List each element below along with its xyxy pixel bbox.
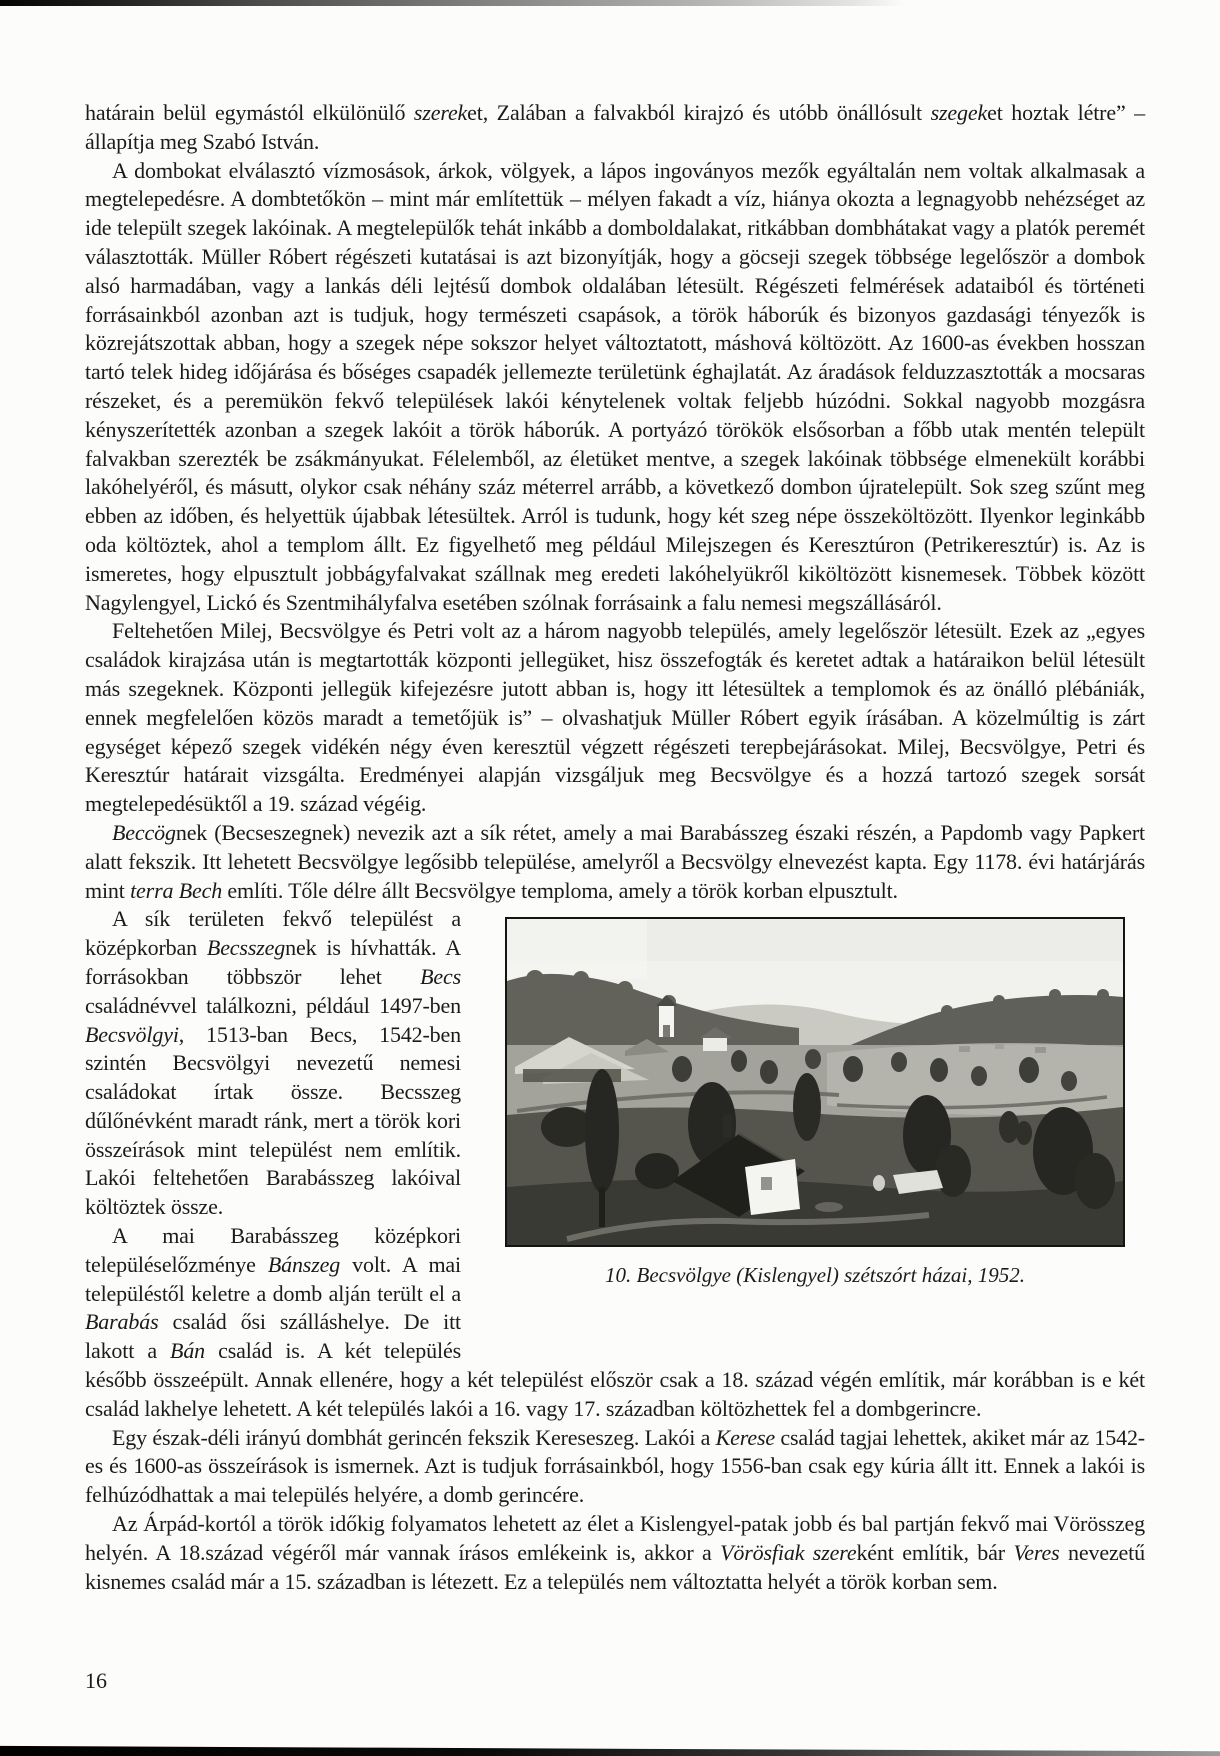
text-run: A mai Barabásszeg középkori településelőzménye — [85, 1223, 461, 1277]
photo-figure — [505, 917, 1125, 1287]
text-run: volt. A mai településtől keletre a domb alján terült el a — [85, 1251, 461, 1306]
italic-text: Vörösfiak szere — [720, 1539, 857, 1565]
text-run: Feltehetően Milej, Becsvölgye és Petri volt az a három nagyobb település, amely legelőször létesült. Ezek az „egyes családok kirajzása után is megtartották központi jellegüket, hisz összefogták és keretet adtak a határaikon belül létesült más szegeknek. Központi jellegük kifejezésre jutott abban is, hogy itt létesültek a templomok és az önálló plébániák, ennek megfelelően közös maradt a temetőjük is” – olvashatjuk Müller Róbert egyik írásában. A közelmúltig is zárt egységet képező szegek vidékén négy éven keresztül végzett régészeti terepbejárásokat. Milej, Becsvölgye, Petri és Keresztúr határait vizsgálta. Eredményei alapján vizsgáljuk meg Becsvölgye és a hozzá tartozó szegek sorsát megtelepedésüktől a 19. század végéig. — [85, 618, 1145, 817]
paragraph — [85, 617, 1145, 819]
italic-text: Becs — [420, 963, 461, 989]
paragraph — [85, 157, 1145, 618]
text-run: nevezetű kisnemes család már a 15. században is létezett. Ez a település nem változtatta helyét a török korban sem. — [85, 1539, 1145, 1594]
text-run: határain belül egymástól elkülönülő — [85, 100, 414, 125]
text-run: családnévvel találkozni, például 1497-ben — [85, 992, 461, 1018]
body-text — [85, 99, 1145, 1596]
text-run: A dombokat elválasztó vízmosások, árkok, völgyek, a lápos ingoványos mezők egyáltalán nem voltak alkalmasak a megtelepedésre. A dombtetőkön – mint már említettük – mélyen fakadt a víz, hiánya okozta a legnagyobb nehézséget az ide települt szegek lakóinak. A megtelepülők tehát inkább a domboldalakat, ritkábban dombhátakat vagy a platók peremét választották. Müller Róbert régészeti kutatásai is azt bizonyítják, hogy a göcseji szegek többsége legelőször a dombok alsó harmadában, vagy a lankás déli lejtésű dombok oldalában létesült. Régészeti felmérések adataiból és történeti forrásainkból azonban azt is tudjuk, hogy természeti csapások, a török háborúk és bizonyos gazdasági tényezők is közrejátszottak abban, hogy a szegek népe sokszor helyet változtatott, máshová költözött. Az 1600-as években hosszan tartó telek hideg időjárása és bőséges csapadék jellemezte területünk éghajlatát. Az áradások felduzzasztották a mocsaras részeket, és a peremükön fekvő települések lakói kénytelenek voltak feljebb húzódni. Sokkal nagyobb mozgásra kényszerítették azonban a szegek lakóit a török háborúk. A portyázó törökök elsősorban a főbb utak mentén települt falvakban szerezték be zsákmányukat. Félelemből, az életüket mentve, a szegek lakóinak többsége elmenekült korábbi lakóhelyéről, és másutt, olykor csak néhány száz méterrel arrább, a következő dombon újratelepült. Sok szeg szűnt meg ebben az időben, és helyettük újabbak létesültek. Arról is tudunk, hogy két szeg népe összeköltözött. Ilyenkor leginkább oda költöztek, ahol a templom állt. Ez figyelhető meg például Milejszegen és Keresztúron (Petrikeresztúr) is. Az is ismeretes, hogy elpusztult jobbágyfalvakat szállnak meg eredeti lakóhelyükről kiköltözött kisnemesek. Többek között Nagylengyel, Lickó és Szentmihályfalva esetében szólnak forrásaink a falu nemesi megszállásáról. — [85, 157, 1145, 615]
italic-text: szerek — [413, 100, 468, 125]
text-flow-upper — [85, 99, 1145, 905]
text-run: Az Árpád-kortól a török időkig folyamatos lehetett az élet a Kislengyel-patak jobb és bal partján fekvő mai Vörösszeg helyén. A 18.század végéről már vannak írásos emlékeink is, akkor a — [85, 1511, 1145, 1565]
photo-caption: 10. Becsvölgye (Kislengyel) szétszórt házai, 1952. — [605, 1263, 1025, 1288]
scan-artifact-bottom — [0, 1742, 1220, 1756]
italic-text: Beccög — [112, 819, 176, 845]
scan-artifact-top — [0, 0, 905, 6]
text-run: család tagjai lehettek, akiket már az 1542-es és 1600-as összeírások is ismernek. Azt is tudjuk forrásainkból, hogy 1556-ban csak egy kúria állt itt. Ennek a lakói is felhúzódhattak a mai település helyére, a domb gerincére. — [85, 1424, 1145, 1508]
italic-text: Bánszeg — [267, 1251, 341, 1277]
italic-text: terra Bech — [130, 877, 223, 903]
italic-text: szegek — [930, 100, 988, 125]
paragraph — [85, 819, 1145, 905]
italic-text: Bán — [170, 1338, 206, 1364]
italic-text: Kerese — [715, 1424, 776, 1450]
village-photo-image — [507, 919, 1123, 1245]
italic-text: Veres — [1013, 1539, 1060, 1565]
paragraph — [85, 1510, 1145, 1596]
text-run: család is. A két település később összeépült. Annak ellenére, hogy a két települést először csak a 18. század végén említik, már korábban is e két család lakhelye lehetett. A két település lakói a 16. vagy 17. században költözhettek fel a dombgerincre. — [85, 1338, 1145, 1421]
village-photo — [505, 917, 1125, 1247]
italic-text: Becsszeg — [206, 935, 286, 961]
text-run: család ősi szálláshelye. De itt lakott a — [85, 1309, 461, 1364]
text-run: említi. Tőle délre állt Becsvölgye temploma, amely a török korban elpusztult. — [222, 877, 898, 903]
text-run: nek (Becseszegnek) nevezik azt a sík rétet, amely a mai Barabásszeg északi részén, a Papdomb vagy Papkert alatt fekszik. Itt lehetett Becsvölgye legősibb települése, amelyről a Becsvölgy elnevezést kapta. Egy 1178. évi határjárás mint — [85, 819, 1145, 903]
page-number: 16 — [85, 1668, 107, 1693]
text-run: nek is hívhatták. A forrásokban többször lehet — [85, 935, 461, 989]
paragraph — [85, 99, 1145, 157]
text-run: ként említik, bár — [856, 1539, 1014, 1565]
text-run: et hoztak létre” – állapítja meg Szabó István. — [85, 100, 1146, 154]
text-run: Egy észak-déli irányú dombhát gerincén fekszik Kereseszeg. Lakói a — [112, 1424, 716, 1450]
italic-text: Becsvölgyi — [85, 1021, 179, 1047]
italic-text: Barabás — [85, 1309, 159, 1335]
text-flow-lower — [85, 905, 1145, 1596]
text-run: , 1513-ban Becs, 1542-ben szintén Becsvölgyi nevezetű nemesi családokat írtak össze. Becsszeg dűlőnévként maradt ránk, mert a török kori összeírások mint települést nem említik. Lakói feltehetően Barabásszeg lakóival költöztek össze. — [85, 1021, 461, 1220]
text-run: et, Zalában a falvakból kirajzó és utóbb önállósult — [467, 100, 931, 125]
paragraph — [85, 1424, 1145, 1510]
text-run: A sík területen fekvő települést a középkorban — [85, 906, 461, 961]
